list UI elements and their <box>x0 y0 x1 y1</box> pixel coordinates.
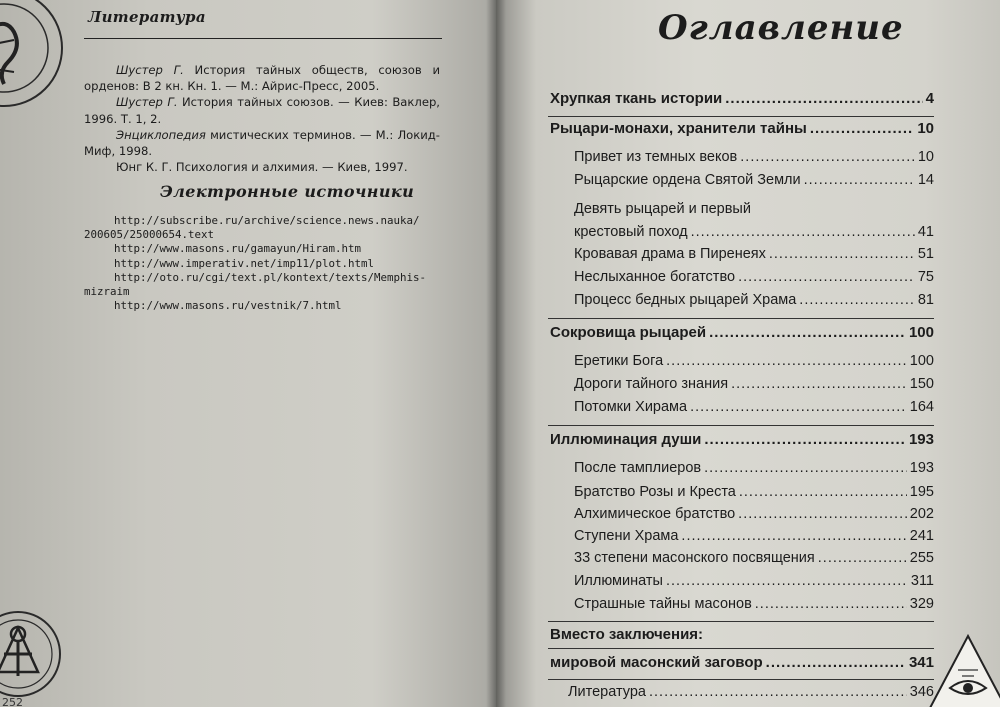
toc-section: Литература ..... 346 <box>568 684 934 700</box>
running-head: Литература <box>88 8 206 26</box>
eye-triangle-icon <box>928 632 1000 707</box>
toc-separator <box>548 621 934 622</box>
toc-section: Иллюминаты ..... 311 <box>574 573 934 589</box>
toc-section: Еретики Бога ..... 100 <box>574 353 934 369</box>
toc-section: Потомки Хирама ..... 164 <box>574 399 934 415</box>
right-page <box>496 0 1000 707</box>
toc-section: Кровавая драма в Пиренеях ..... 51 <box>574 246 934 262</box>
toc-chapter: Сокровища рыцарей ..... 100 <box>550 324 934 341</box>
toc-separator <box>548 679 934 680</box>
toc-section: После тамплиеров ..... 193 <box>574 460 934 476</box>
toc-section: Неслыханное богатство ..... 75 <box>574 269 934 285</box>
toc-section: Алхимическое братство ..... 202 <box>574 506 934 522</box>
toc-separator <box>548 425 934 426</box>
header-rule <box>84 38 442 39</box>
toc-chapter: Вместо заключения: <box>550 626 704 643</box>
bibliography-entry: Энциклопедия мистических терминов. — М.: Локид-Миф, 1998. <box>84 127 440 159</box>
electronic-sources-heading: Электронные источники <box>160 182 415 201</box>
toc-section: Страшные тайны масонов ..... 329 <box>574 596 934 612</box>
toc-chapter: Иллюминация души ..... 193 <box>550 431 934 448</box>
url-item: http://oto.ru/cgi/text.pl/kontext/texts/Memphis- <box>114 270 427 284</box>
url-item: http://www.masons.ru/gamayun/Hiram.htm <box>114 242 362 256</box>
table-of-contents <box>496 0 1000 707</box>
toc-section: Ступени Храма ..... 241 <box>574 528 934 544</box>
bibliography-entry: Шустер Г. История тайных союзов. — Киев: Ваклер, 1996. Т. 1, 2. <box>84 95 440 126</box>
bibliography-entry: Шустер Г. История тайных обществ, союзов и орденов: В 2 кн. Кн. 1. — М.: Айрис-Пресс, 2005. <box>84 63 441 94</box>
url-item: 200605/25000654.text <box>84 228 215 242</box>
toc-chapter: Хрупкая ткань истории ..... 4 <box>550 90 934 107</box>
bibliography-list <box>84 62 440 175</box>
url-item: http://www.masons.ru/vestnik/7.html <box>114 299 342 313</box>
toc-separator <box>548 318 934 319</box>
toc-section: Процесс бедных рыцарей Храма ..... 81 <box>574 292 934 308</box>
toc-chapter: Рыцари-монахи, хранители тайны ..... 10 <box>550 120 934 137</box>
page-title: Оглавление <box>658 8 904 48</box>
emblem-seal-icon <box>0 606 66 698</box>
toc-section: Братство Розы и Креста ..... 195 <box>574 484 934 500</box>
left-page <box>0 0 496 707</box>
page-number: 252 <box>2 696 23 707</box>
url-item: mizraim <box>84 285 130 299</box>
secretum-seal-icon <box>0 0 64 114</box>
url-list <box>84 214 454 313</box>
toc-section: 33 степени масонского посвящения ..... 255 <box>574 550 934 566</box>
toc-section: Девять рыцарей и первый <box>574 201 751 217</box>
toc-chapter: мировой масонский заговор ..... 341 <box>550 654 934 671</box>
toc-section: Дороги тайного знания ..... 150 <box>574 376 934 392</box>
toc-separator <box>548 648 934 649</box>
toc-separator <box>548 116 934 117</box>
book-gutter <box>486 0 506 707</box>
bibliography-entry: Юнг К. Г. Психология и алхимия. — Киев, 1997. <box>116 160 408 175</box>
toc-section: Привет из темных веков ..... 10 <box>574 149 934 165</box>
url-item: http://subscribe.ru/archive/science.news.nauka/ <box>114 214 420 227</box>
toc-section: Рыцарские ордена Святой Земли ..... 14 <box>574 172 934 188</box>
toc-section: крестовый поход ..... 41 <box>574 224 934 240</box>
url-item: http://www.imperativ.net/imp11/plot.html <box>114 256 375 270</box>
